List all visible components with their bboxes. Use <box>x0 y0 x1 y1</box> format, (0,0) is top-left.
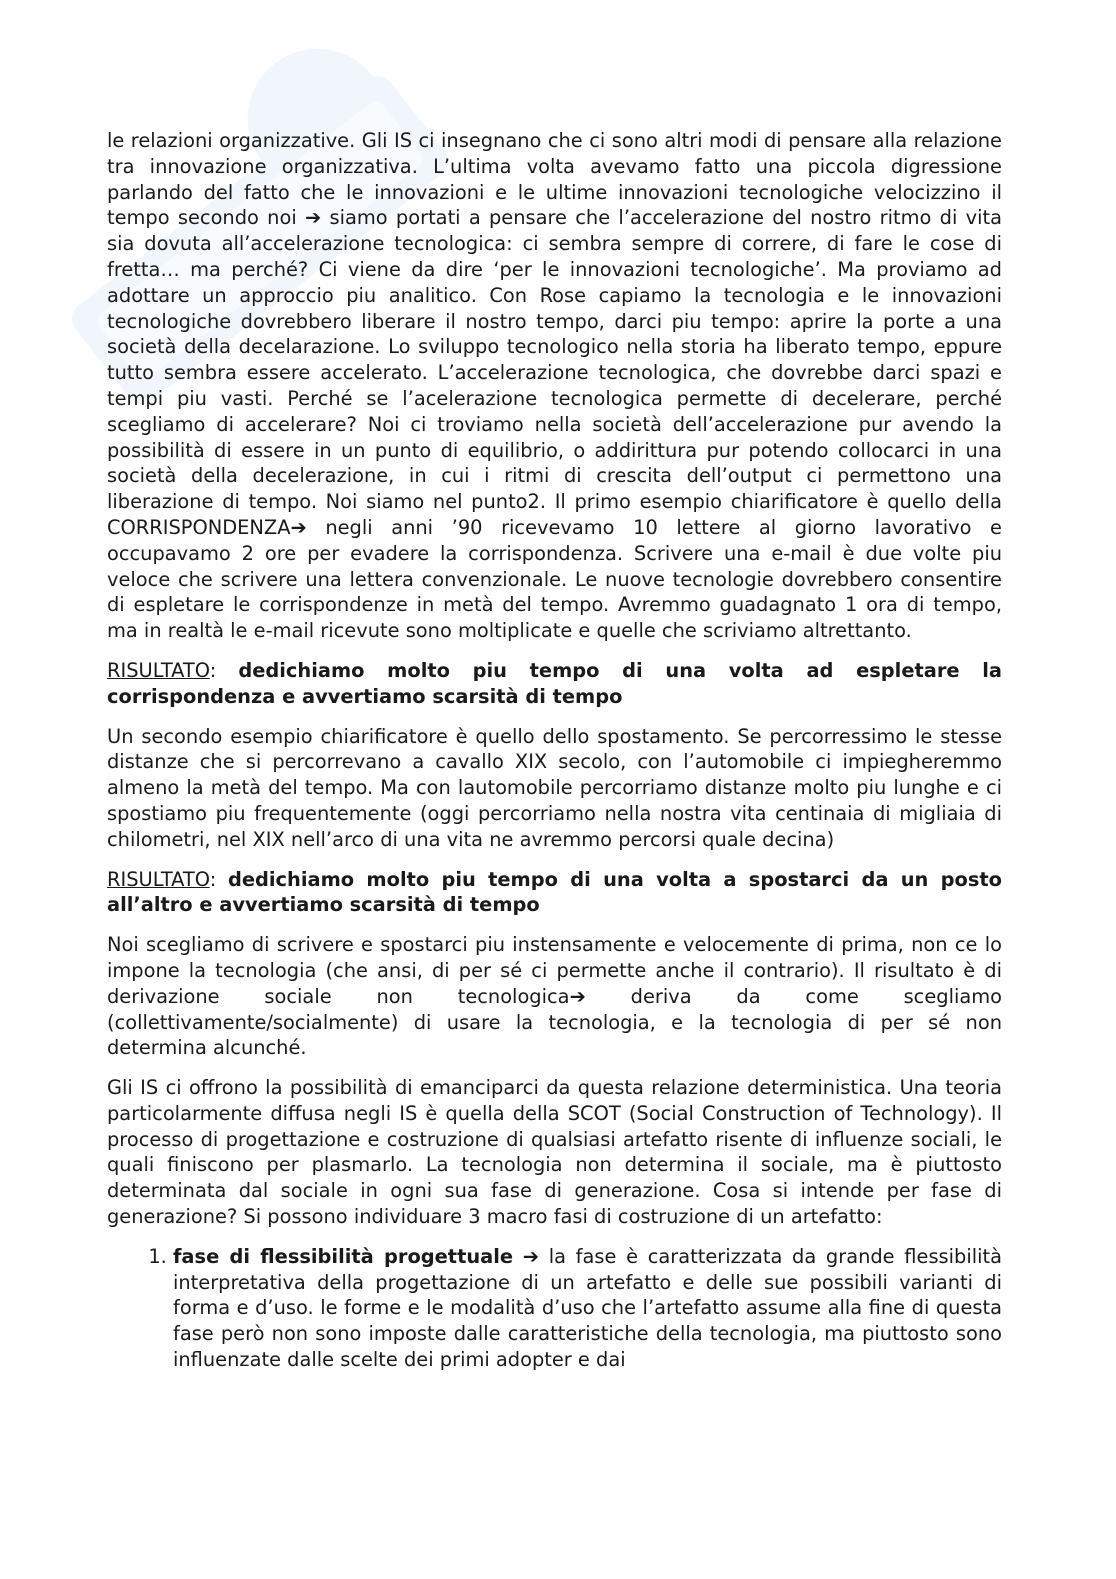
paragraph-corrispondenza: le relazioni organizzative. Gli IS ci insegnano che ci sono altri modi di pensare alla relazione tra innovazione organizzativa. L’ultima volta avevamo fatto una piccola digressione parlando del fatto che le innovazioni e le ultime innovazioni tecnologiche velocizzino il tempo secondo noi ➔ siamo portati a pensare che l’accelerazione del nostro ritmo di vita sia dovuta all’accelerazione tecnologica: ci sembra sempre di correre, di fare le cose di fretta… ma perché? Ci viene da dire ‘per le innovazioni tecnologiche’. Ma proviamo ad adottare un approccio piu analitico. Con Rose capiamo la tecnologia e le innovazioni tecnologiche dovrebbero liberare il nostro tempo, darci piu tempo: aprire la porte a una società della decelarazione. Lo sviluppo tecnologico nella storia ha liberato tempo, eppure tutto sembra essere accelerato. L’accelerazione tecnologica, che dovrebbe darci spazi e tempi piu vasti. Perché se l’acelerazione tecnologica permette di decelerare, perché scegliamo di accelerare? Noi ci troviamo nella società dell’accelerazione pur avendo la possibilità di essere in un punto di equilibrio, o addirittura pur potendo collocarci in una società della decelerazione, in cui i ritmi di crescita dell’output ci permettono una liberazione di tempo. Noi siamo nel punto2. Il primo esempio chiarificatore è quello della CORRISPONDENZA➔ negli anni ’90 ricevevamo 10 lettere al giorno lavorativo e occupavamo 2 ore per evadere la corrispondenza. Scrivere una e-mail è due volte piu veloce che scrivere una lettera convenzionale. Le nuove tecnologie dovrebbero consentire di espletare le corrispondenze in metà del tempo. Avremmo guadagnato 1 ora di tempo, ma in realtà le e-mail ricevute sono moltiplicate e quelle che scriviamo altrettanto. <box>107 129 1002 643</box>
paragraph-spostamento: Un secondo esempio chiarificatore è quello dello spostamento. Se percorressimo le stesse distanze che si percorrevano a cavallo XIX secolo, con l’automobile ci impiegheremmo almeno la metà del tempo. Ma con lautomobile percorriamo distanze molto piu lunghe e ci spostiamo piu frequentemente (oggi percorriamo nella nostra vita centinaia di migliaia di chilometri, nel XIX nell’arco di una vita ne avremmo percorsi quale decina) <box>107 724 1002 851</box>
arrow-icon: ➔ <box>290 515 307 539</box>
risultato-label: RISULTATO <box>107 658 210 682</box>
arrow-icon: ➔ <box>305 206 322 230</box>
phase-title: fase di flessibilità progettuale <box>173 1244 514 1268</box>
risultato-text: dedichiamo molto piu tempo di una volta ad espletare la corrispondenza e avvertiamo scarsità di tempo <box>107 658 1002 708</box>
arrow-icon: ➔ <box>569 984 586 1008</box>
risultato-text: dedichiamo molto piu tempo di una volta a spostarci da un posto all’altro e avvertiamo scarsità di tempo <box>107 867 1002 917</box>
phases-list <box>107 1244 1002 1373</box>
list-item: 1. fase di flessibilità progettuale ➔ la fase è caratterizzata da grande flessibilità interpretativa della progettazione di un artefatto e delle sue possibili varianti di forma e d’uso. le forme e le modalità d’uso che l’artefatto assume alla fine di questa fase però non sono imposte dalle caratteristiche della tecnologia, ma piuttosto sono influenzate dalle scelte dei primi adopter e dai <box>173 1244 1002 1373</box>
arrow-icon: ➔ <box>522 1244 539 1268</box>
risultato-label: RISULTATO <box>107 867 210 891</box>
risultato-1: RISULTATO: dedichiamo molto piu tempo di una volta ad espletare la corrispondenza e avvertiamo scarsità di tempo <box>107 658 1002 708</box>
paragraph-scelta-sociale: Noi scegliamo di scrivere e spostarci piu instensamente e velocemente di prima, non ce lo impone la tecnologia (che ansi, di per sé ci permette anche il contrario). Il risultato è di derivazione sociale non tecnologica➔ deriva da come scegliamo (collettivamente/socialmente) di usare la tecnologia, e la tecnologia di per sé non determina alcunché. <box>107 933 1002 1060</box>
risultato-2: RISULTATO: dedichiamo molto piu tempo di una volta a spostarci da un posto all’altro e avvertiamo scarsità di tempo <box>107 867 1002 917</box>
paragraph-scot: Gli IS ci offrono la possibilità di emanciparci da questa relazione deterministica. Una teoria particolarmente diffusa negli IS è quella della SCOT (Social Construction of Technology). Il processo di progettazione e costruzione di qualsiasi artefatto risente di influenze sociali, le quali finiscono per plasmarlo. La tecnologia non determina il sociale, ma è piuttosto determinata dal sociale in ogni sua fase di generazione. Cosa si intende per fase di generazione? Si possono individuare 3 macro fasi di costruzione di un artefatto: <box>107 1076 1002 1229</box>
document-body <box>107 128 1002 1373</box>
